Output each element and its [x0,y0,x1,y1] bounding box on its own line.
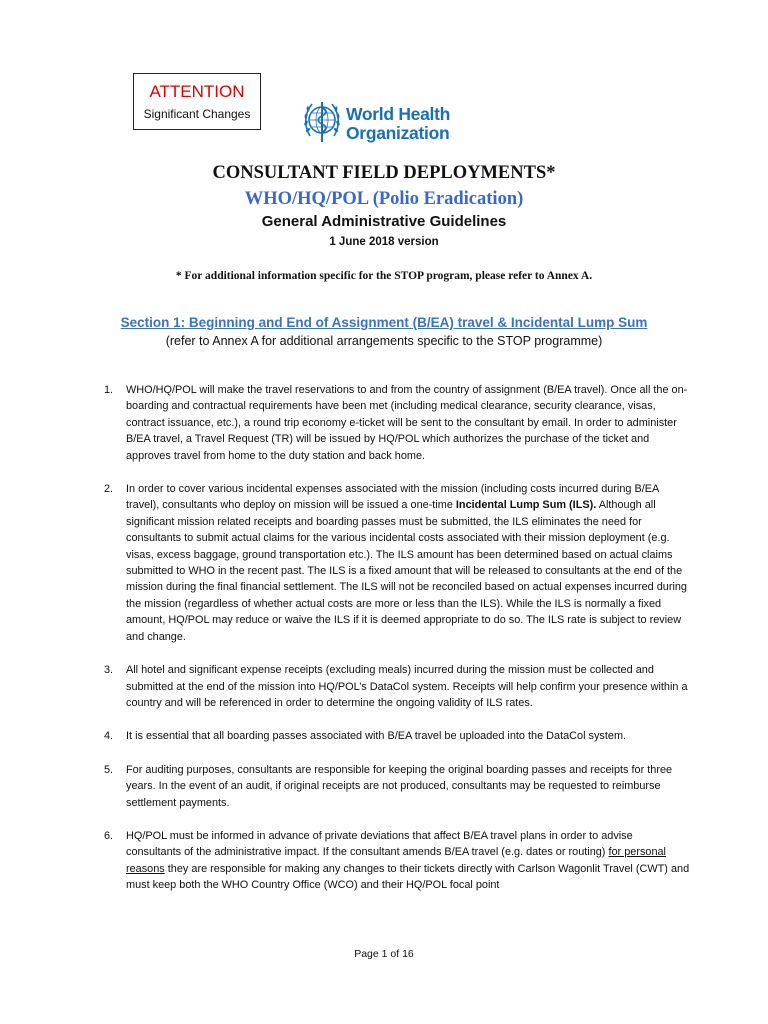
stop-program-note: * For additional information specific for the STOP program, please refer to Annex A. [175,270,593,282]
list-item [100,728,690,744]
item-text-part: they are responsible for making any changes to their tickets directly with Carlson Wagonlit Travel (CWT) and must keep both the WHO Country Office (WCO) and their HQ/POL focal point [126,862,690,892]
section-1-heading: Section 1: Beginning and End of Assignment (B/EA) travel & Incidental Lump Sum [120,315,648,330]
document-subtitle: WHO/HQ/POL (Polio Eradication) [244,189,524,209]
ils-term: Incidental Lump Sum (ILS). [455,499,597,512]
page-number: Page 1 of 16 [354,948,414,960]
attention-subtitle: Significant Changes [143,107,251,121]
list-item [100,762,690,811]
list-item [100,481,690,645]
logo-line1: World Health [346,104,450,124]
item-number: 6. [104,829,114,842]
document-title: CONSULTANT FIELD DEPLOYMENTS* [212,163,556,183]
item-text [126,828,690,894]
personal-reasons-underlined: for personal reasons [126,846,666,875]
item-number: 1. [104,384,114,396]
logo-line2: Organization [346,123,450,143]
list-item [100,382,690,464]
item-number: 3. [104,664,114,677]
item-text [126,481,690,645]
section-1-subheading: (refer to Annex A for additional arrangements specific to the STOP programme) [165,334,603,348]
item-number: 5. [104,763,114,776]
attention-title: ATTENTION [149,82,245,101]
item-text: It is essential that all boarding passes associated with B/EA travel be uploaded into the DataCol system. [126,730,627,743]
version-label: 1 June 2018 version [329,236,439,248]
item-text-part: HQ/POL must be informed in advance of private deviations that affect B/EA travel plans in order to advise consultants of the administrative impact. If the consultant amends B/EA travel (e.g. dates or routing) [126,829,633,859]
attention-box [133,73,261,130]
item-text-part: Although all significant mission related receipts and boarding passes must be submitted, the ILS eliminates the need for consultants to submit actual claims for the various incidental costs associated with their mission deployment (e.g. visas, excess baggage, ground transportation etc.). The ILS amount has been determined based on actual claims submitted to WHO in the recent past. The ILS is a fixed amount that will be released to consultants at the end of the mission during the final financial settlement. The ILS will not be reconciled based on actual expenses incurred during the mission (regardless of whether actual costs are more or less than the ILS). While the ILS is normally a fixed amount, HQ/POL may reduce or waive the ILS if it is deemed appropriate to do so. The ILS rate is subject to review and change. [126,499,687,643]
list-item [100,662,690,711]
item-number: 2. [104,483,114,496]
item-text: WHO/HQ/POL will make the travel reservations to and from the country of assignment (B/EA travel). Once all the on-boarding and contractual requirements have been met (including medical clearance, security clearance, visas, contract issuance, etc.), a round trip economy e-ticket will be sent to the consultant by email. In order to administer B/EA travel, a Travel Request (TR) will be issued by HQ/POL which authorizes the purchase of the ticket and approves travel from home to the duty station and back home. [126,384,688,462]
item-text: For auditing purposes, consultants are responsible for keeping the original boarding passes and receipts for three years. In the event of an audit, if original receipts are not produced, consultants may be requested to reimburse settlement payments. [126,763,673,809]
item-text-part: In order to cover various incidental expenses associated with the mission (including costs incurred during B/EA travel), consultants who deploy on mission will be issued a one-time [126,483,659,512]
guideline-list [100,382,690,911]
item-text: All hotel and significant expense receipts (excluding meals) incurred during the mission must be collected and submitted at the end of the mission into HQ/POL’s DataCol system. Receipts will help confirm your presence within a country and will be referenced in order to determine the ongoing validity of ILS rates. [126,664,688,709]
item-number: 4. [104,730,114,743]
list-item [100,828,690,894]
who-logo-text [346,105,450,143]
guidelines-heading: General Administrative Guidelines [261,213,507,230]
